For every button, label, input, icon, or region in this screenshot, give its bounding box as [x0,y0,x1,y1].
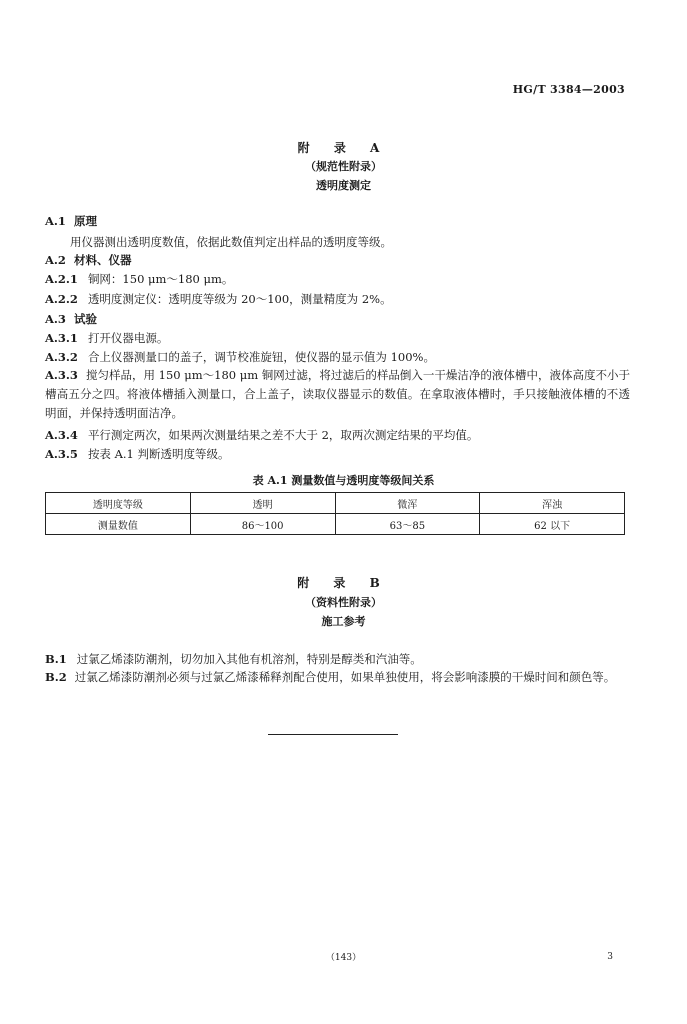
clause-text: 合上仪器测量口的盖子，调节校准旋钮，使仪器的显示值为 100%。 [87,350,435,364]
clause-number: A.3.3 [45,368,78,382]
clause-number: B.1 [45,652,67,666]
clause-number: A.3.1 [45,331,78,345]
clause-a3-4 [45,427,478,443]
section-title: 原理 [73,214,97,228]
section-title: 材料、仪器 [73,253,132,267]
appendix-b-title: 附 录 B [297,576,390,590]
page-number: 3 [607,952,613,962]
clause-number: A.3.4 [45,428,78,442]
appendix-a-subject: 透明度测定 [316,179,371,192]
clause-text: 平行测定两次，如果两次测量结果之差不大于 2，取两次测定结果的平均值。 [87,428,479,442]
table-header-cell: 透明度等级 [46,493,191,514]
clause-number: A.3.2 [45,350,78,364]
clause-b2 [45,668,630,687]
clause-number: A.2.1 [45,272,78,286]
appendix-b-nature: （资料性附录） [305,596,382,609]
table-row [46,514,625,535]
table-cell: 测量数值 [46,514,191,535]
appendix-a-title: 附 录 A [297,141,390,155]
section-a1-text: 用仪器测出透明度数值，依据此数值判定出样品的透明度等级。 [70,235,392,249]
clause-a2-1 [45,271,233,287]
section-a1-heading [45,213,97,229]
clause-a2-2 [45,291,392,307]
appendix-a-nature: （规范性附录） [305,160,382,173]
clause-text: 铜网：150 μm～180 μm。 [87,272,234,286]
section-a2-heading [45,252,131,268]
table-caption: 表 A.1 测量数值与透明度等级间关系 [252,474,435,487]
clause-text: 过氯乙烯漆防潮剂必须与过氯乙烯漆稀释剂配合使用，如果单独使用，将会影响漆膜的干燥时间和颜色等。 [74,670,616,684]
end-rule [268,734,398,735]
table-cell: 62 以下 [480,514,625,535]
section-number: A.2 [45,253,66,267]
clause-b1 [45,651,422,667]
clause-text: 透明度测定仪：透明度等级为 20～100，测量精度为 2%。 [87,292,392,306]
clause-text: 打开仪器电源。 [87,331,169,345]
clause-a3-3 [45,366,630,423]
section-title: 试验 [73,312,97,326]
table-header-row [46,493,625,514]
clause-text: 搅匀样品，用 150 μm～180 μm 铜网过滤，将过滤后的样品倒入一干燥洁净的液体槽中，液体高度不小于槽高五分之四。将液体槽插入测量口，合上盖子，读取仪器显示的数值。在拿取液体槽时，手只接触液体槽的不透明面，并保持透明面洁净。 [45,368,630,420]
clause-text: 过氯乙烯漆防潮剂，切勿加入其他有机溶剂，特别是醇类和汽油等。 [76,652,422,666]
section-number: A.1 [45,214,66,228]
page-code: （143） [325,953,362,963]
transparency-table [45,492,625,535]
clause-a3-1 [45,330,168,346]
clause-a3-2 [45,349,435,365]
section-a3-heading [45,311,97,327]
clause-text: 按表 A.1 判断透明度等级。 [87,447,230,461]
clause-number: A.2.2 [45,292,78,306]
clause-a3-5 [45,446,230,462]
clause-number: B.2 [45,670,67,684]
standard-number: HG/T 3384—2003 [512,83,625,96]
section-number: A.3 [45,312,66,326]
table-header-cell: 微浑 [335,493,480,514]
clause-number: A.3.5 [45,447,78,461]
table-cell: 86～100 [190,514,335,535]
table-cell: 63～85 [335,514,480,535]
appendix-b-subject: 施工参考 [321,615,366,628]
table-header-cell: 透明 [190,493,335,514]
table-header-cell: 浑浊 [480,493,625,514]
